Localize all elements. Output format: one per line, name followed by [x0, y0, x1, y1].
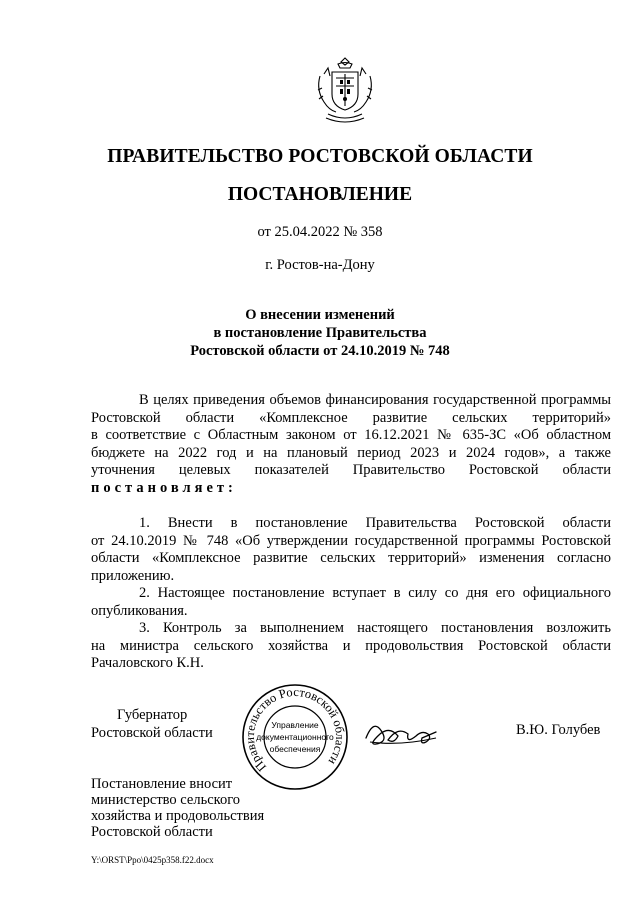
text-line: 1. Внести в постановление Правительства Ростовской области: [139, 515, 611, 531]
file-path: Y:\ORST\Ppo\0425p358.f22.docx: [91, 855, 214, 865]
preamble-paragraph: [91, 392, 611, 498]
signer-name: В.Ю. Голубев: [516, 722, 601, 738]
signatory-role: [91, 706, 213, 742]
intro-line: хозяйства и продовольствия: [91, 808, 265, 824]
date-number: от 25.04.2022 № 358: [257, 224, 383, 240]
subject-line: в постановление Правительства: [213, 325, 427, 341]
intro-line: Ростовской области: [91, 824, 213, 840]
text-line: опубликования.: [91, 602, 188, 619]
resolves-word: постановляет:: [91, 479, 237, 496]
text-line: бюджете на 2022 год и на плановый период 2023 и 2024 годов», а также: [91, 444, 611, 461]
text-line: уточнения целевых показателей Правительство Ростовской области: [91, 462, 611, 479]
stamp-inner-line: обеспечения: [269, 744, 321, 754]
text-line: на министра сельского хозяйства и продовольствия Ростовской области: [91, 637, 611, 654]
text-line: приложению.: [91, 567, 175, 584]
government-title: ПРАВИТЕЛЬСТВО РОСТОВСКОЙ ОБЛАСТИ: [107, 146, 533, 167]
text-line: от 24.10.2019 № 748 «Об утверждении государственной программы Ростовской: [91, 532, 611, 549]
text-line: В целях приведения объемов финансирования государственной программы: [139, 392, 611, 408]
stamp-inner-line: документационного: [256, 732, 334, 742]
item-3: [91, 620, 611, 673]
stamp-ring-text: Правительство Ростовской области: [242, 684, 348, 775]
text-line: Рачаловского К.Н.: [91, 655, 204, 672]
item-1: [91, 515, 611, 585]
handwritten-signature: [364, 712, 444, 752]
role-line: Ростовской области: [91, 725, 213, 741]
introduced-by-block: [91, 776, 264, 840]
subject-line: О внесении изменений: [245, 307, 395, 323]
stamp-inner-line: Управление: [271, 720, 319, 730]
item-2: [91, 585, 611, 620]
text-line: Ростовской области «Комплексное развитие сельских территорий»: [91, 409, 611, 426]
text-line: в соответствие с Областным законом от 16.12.2021 № 635-ЗС «Об областном: [91, 427, 611, 444]
role-line: Губернатор: [117, 707, 188, 723]
city: г. Ростов-на-Дону: [265, 257, 375, 273]
document-subject: [0, 306, 640, 360]
text-line: области «Комплексное развитие сельских территорий» изменения согласно: [91, 550, 611, 567]
text-line: 3. Контроль за выполнением настоящего постановления возложить: [139, 620, 611, 636]
subject-line: Ростовской области от 24.10.2019 № 748: [190, 343, 450, 359]
coat-of-arms-emblem: [314, 56, 376, 124]
intro-line: Постановление вносит: [91, 776, 233, 792]
official-stamp: [232, 682, 358, 790]
intro-line: министерство сельского: [91, 792, 241, 808]
document-type: ПОСТАНОВЛЕНИЕ: [227, 184, 413, 205]
text-line: 2. Настоящее постановление вступает в силу со дня его официального: [139, 585, 611, 601]
